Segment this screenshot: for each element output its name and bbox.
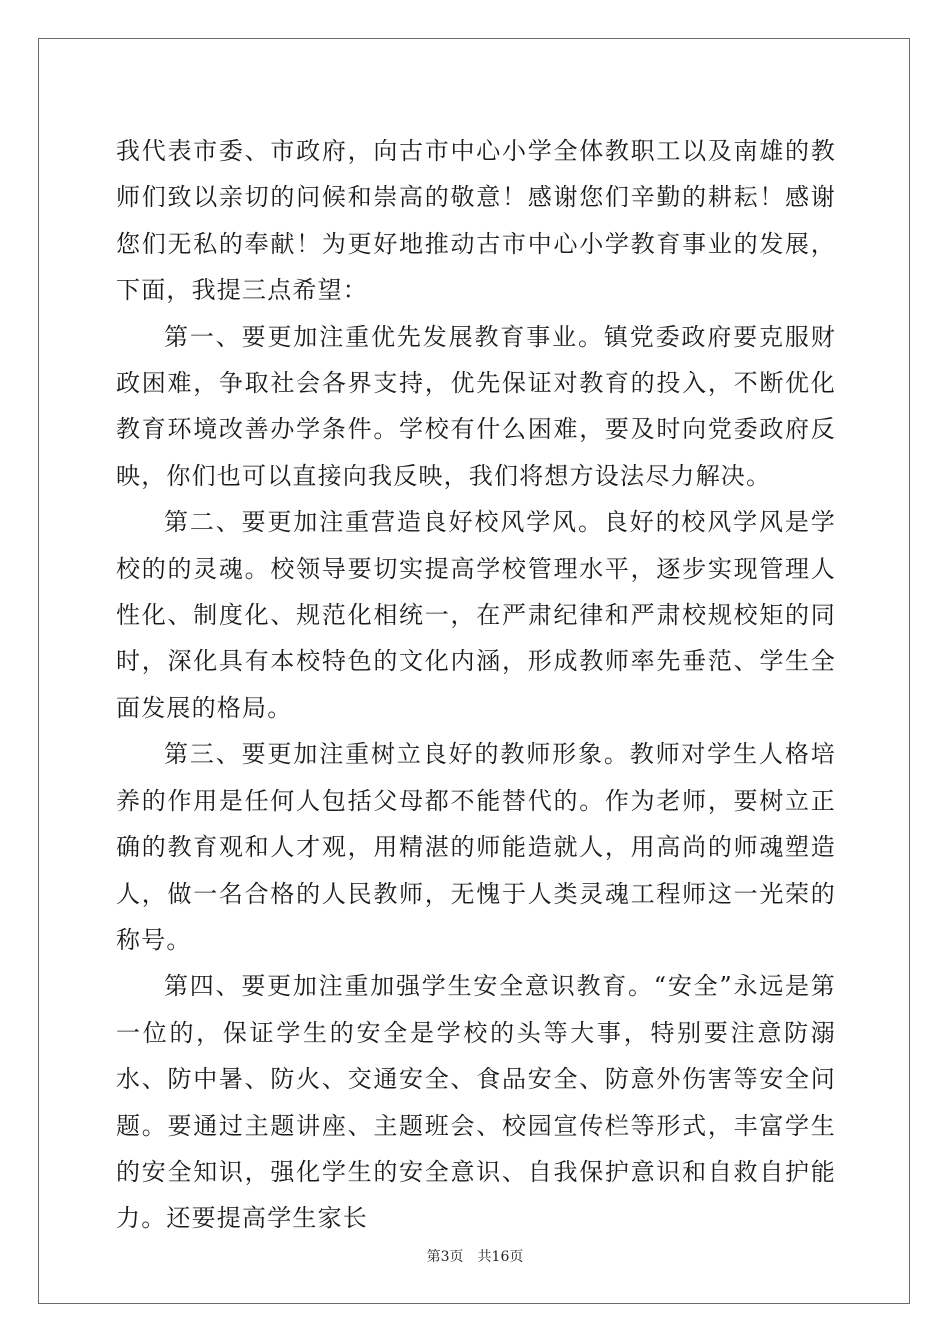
page-number: 第3页 [426, 1249, 464, 1265]
paragraph-point-2: 第二、要更加注重营造良好校风学风。良好的校风学风是学校的的灵魂。校领导要切实提高学校管理水平，逐步实现管理人性化、制度化、规范化相统一，在严肃纪律和严肃校规校矩的同时，深化具有本校特色的文化内涵，形成教师率先垂范、学生全面发展的格局。 [116, 508, 836, 722]
paragraph-intro: 我代表市委、市政府，向古市中心小学全体教职工以及南雄的教师们致以亲切的问候和崇高的敬意！感谢您们辛勤的耕耘！感谢您们无私的奉献！为更好地推动古市中心小学教育事业的发展，下面，我提三点希望： [116, 137, 836, 305]
page-total: 共16页 [477, 1249, 524, 1265]
document-body [116, 128, 836, 1242]
page-footer [0, 1247, 950, 1267]
paragraph-point-3: 第三、要更加注重树立良好的教师形象。教师对学生人格培养的作用是任何人包括父母都不能替代的。作为老师，要树立正确的教育观和人才观，用精湛的师能造就人，用高尚的师魂塑造人，做一名合格的人民教师，无愧于人类灵魂工程师这一光荣的称号。 [116, 740, 836, 954]
paragraph-point-1: 第一、要更加注重优先发展教育事业。镇党委政府要克服财政困难，争取社会各界支持，优先保证对教育的投入，不断优化教育环境改善办学条件。学校有什么困难，要及时向党委政府反映，你们也可以直接向我反映，我们将想方设法尽力解决。 [116, 322, 836, 490]
paragraph-point-4: 第四、要更加注重加强学生安全意识教育。“安全”永远是第一位的，保证学生的安全是学校的头等大事，特别要注意防溺水、防中暑、防火、交通安全、食品安全、防意外伤害等安全问题。要通过主题讲座、主题班会、校园宣传栏等形式，丰富学生的安全知识，强化学生的安全意识、自我保护意识和自救自护能力。还要提高学生家长 [116, 972, 836, 1233]
